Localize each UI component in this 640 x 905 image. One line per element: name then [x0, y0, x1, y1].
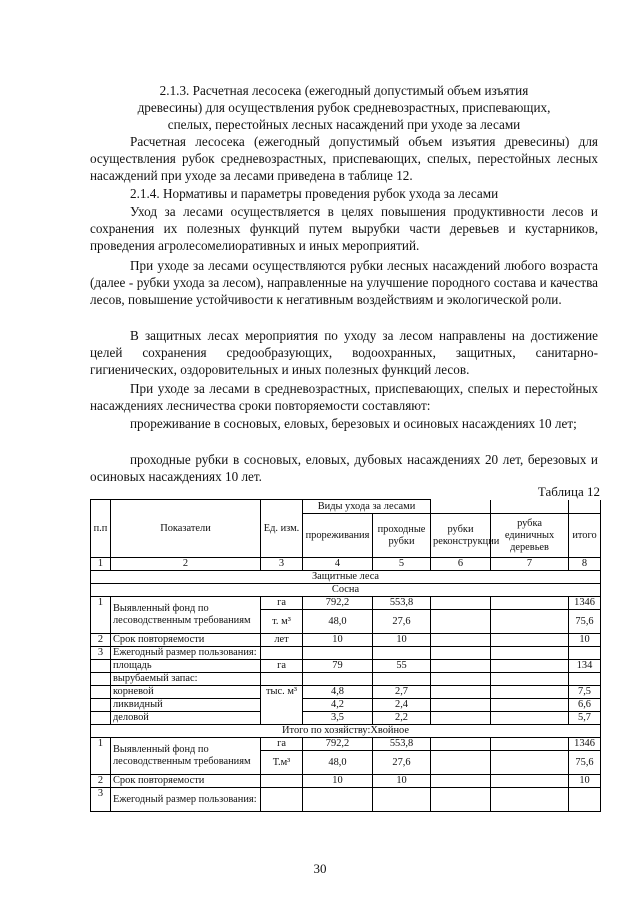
section-row-total-conifer: Итого по хозяйству:Хвойное	[91, 725, 601, 738]
paragraph-forest-care: Уход за лесами осуществляется в целях повышения продуктивности лесов и сохранения их полезных функций путем вырубки части деревьев и кустарников, проведения агролесомелиоративных и иных мероприятий.	[90, 204, 598, 253]
table-row: площадь га 79 55 134	[91, 660, 601, 673]
table-row: ликвидный 4,2 2,4 6,6	[91, 699, 601, 712]
header-care-types: Виды ухода за лесами	[303, 500, 431, 514]
header-pp: п.п	[91, 500, 111, 558]
paragraph-protective-forests: В защитных лесах мероприятия по уходу за лесом направлены на достижение целей сохранения средообразующих, водоохранных, защитных, санитарно-гигиенических, оздоровительных и иных полезных функций лесов.	[90, 328, 598, 377]
table-row: 3 Ежегодный размер пользования:	[91, 647, 601, 660]
header-passage: проходные рубки	[373, 514, 431, 558]
header-total: итого	[569, 514, 601, 558]
table-row: 1 Выявленный фонд по лесоводственным требованиям га 792,2 553,8 1346	[91, 597, 601, 610]
header-single-trees: рубка единичных деревьев	[491, 514, 569, 558]
section-heading-2-1-4: 2.1.4. Нормативы и параметры проведения рубок ухода за лесами	[130, 186, 499, 201]
table-row: Т.м³ 48,0 27,6 75,6	[91, 751, 601, 775]
table-row: деловой 3,5 2,2 5,7	[91, 712, 601, 725]
header-indicators: Показатели	[111, 500, 261, 558]
paragraph-repeat-periods: При уходе за лесами в средневозрастных, приспевающих, спелых и перестойных насаждениях лесничества сроки повторяемости составляют:	[90, 381, 598, 413]
table-column-numbers: 1 2 3 4 5 6 7 8	[91, 558, 601, 571]
header-thinning: прореживания	[303, 514, 373, 558]
header-unit: Ед. изм.	[261, 500, 303, 558]
table-row: 3 Ежегодный размер пользования:	[91, 788, 601, 812]
table-caption: Таблица 12	[537, 484, 600, 499]
table-header-row	[91, 500, 601, 514]
paragraph-passage-period: проходные рубки в сосновых, еловых, дубовых насаждениях 20 лет, березовых и осиновых насаждениях 10 лет.	[90, 452, 598, 484]
paragraph-thinning-period: прореживание в сосновых, еловых, березовых и осиновых насаждениях 10 лет;	[130, 416, 577, 431]
page-number: 30	[313, 861, 327, 876]
paragraph-thinning-purpose: При уходе за лесами осуществляются рубки лесных насаждений любого возраста (далее - рубки ухода за лесом), направленные на улучшение породного состава и качества лесов, повышение устойчивости к негативным воздействиям и экологической роли.	[90, 258, 598, 307]
table-row: 2 Срок повторяемости лет 10 10 10	[91, 634, 601, 647]
table-row: т. м³ 48,0 27,6 75,6	[91, 610, 601, 634]
paragraph-allowable-cut: Расчетная лесосека (ежегодный допустимый объем изъятия древесины) для осуществления рубок средневозрастных, приспевающих, спелых, перестойных лесных насаждений при уходе за лесами приведена в таблице 12.	[90, 134, 598, 183]
table-row: корневой тыс. м³ 4,8 2,7 7,5	[91, 686, 601, 699]
table-row: 1 Выявленный фонд по лесоводственным требованиям га 792,2 553,8 1346	[91, 738, 601, 751]
header-reconstruction: рубки реконструкции	[431, 514, 491, 558]
section-heading-2-1-3: 2.1.3. Расчетная лесосека (ежегодный допустимый объем изъятия древесины) для осуществления рубок средневозрастных, приспевающих, спелых, перестойных лесных насаждений при уходе за лесами	[137, 83, 551, 132]
table-row: 2 Срок повторяемости 10 10 10	[91, 775, 601, 788]
forest-care-table	[90, 499, 601, 812]
section-row-protective: Защитные леса	[91, 571, 601, 584]
table-row: вырубаемый запас:	[91, 673, 601, 686]
section-row-pine: Сосна	[91, 584, 601, 597]
